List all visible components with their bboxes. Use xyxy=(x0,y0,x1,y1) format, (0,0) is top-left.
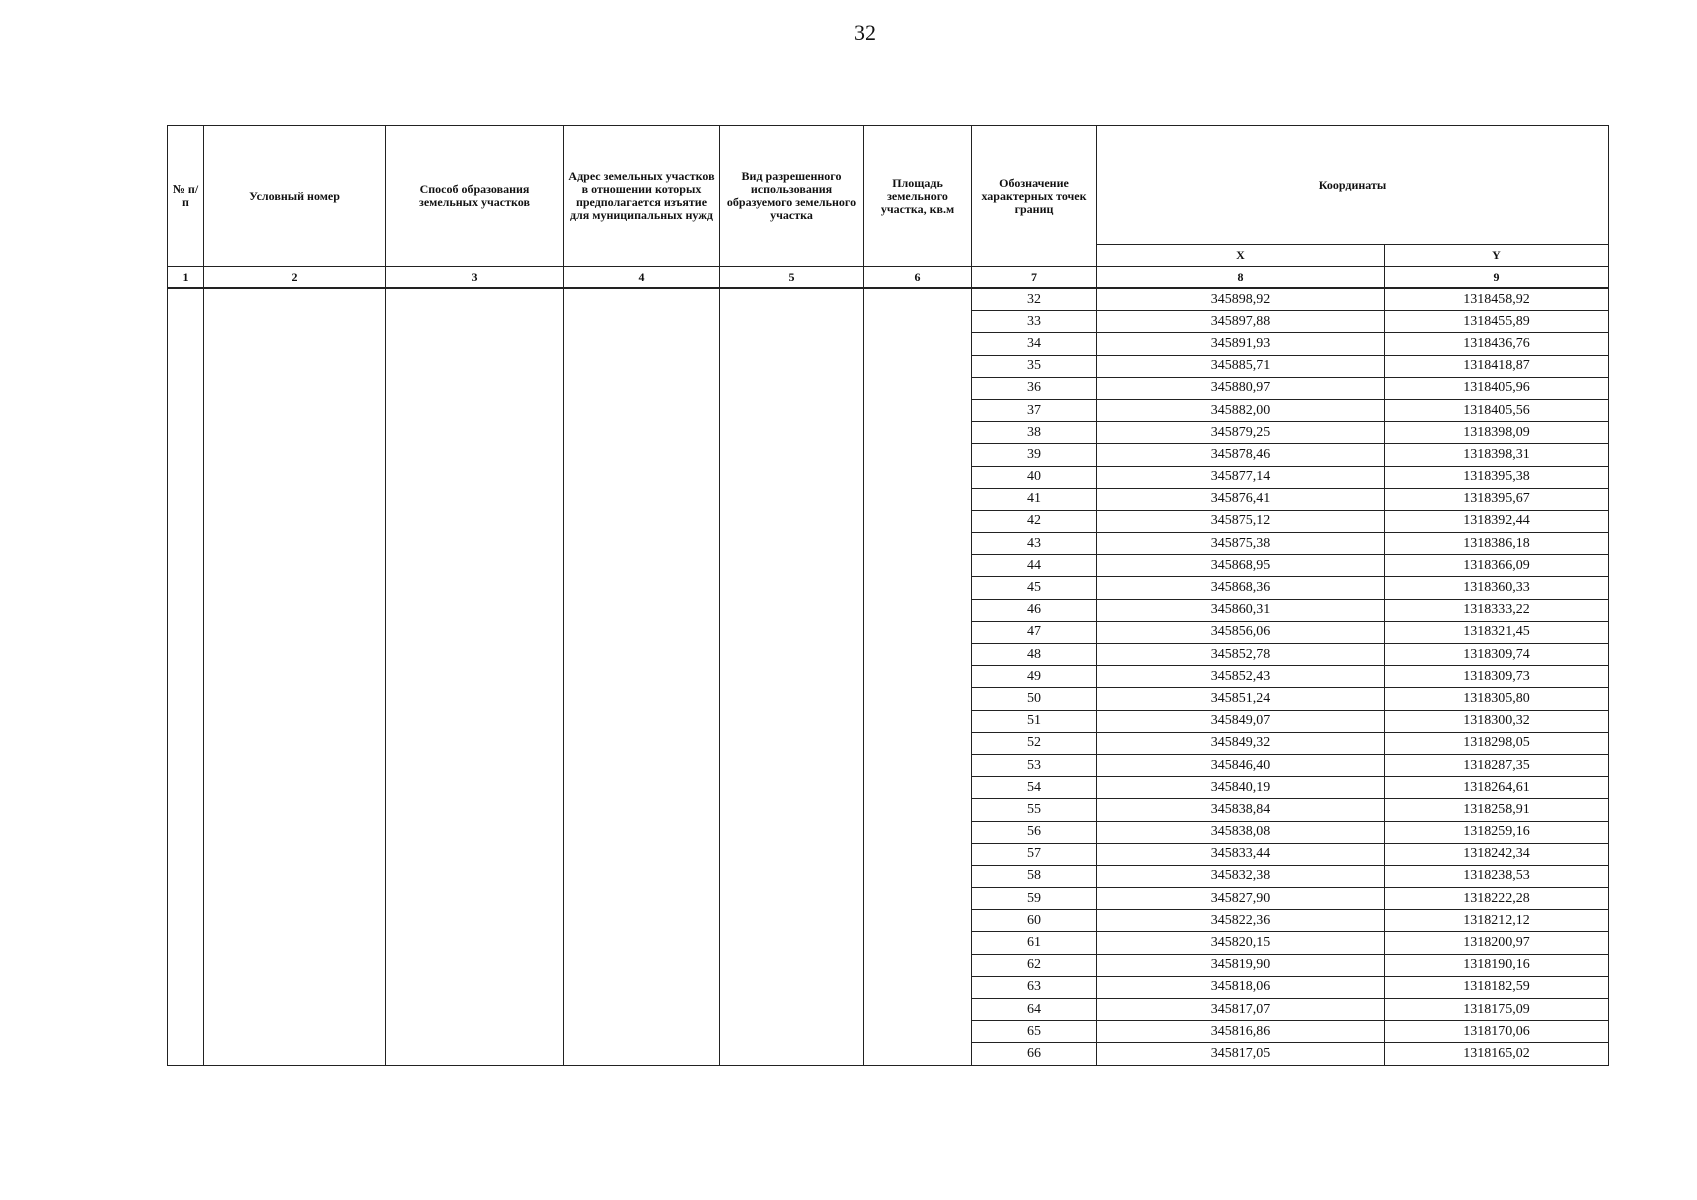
point-cell: 42 xyxy=(972,510,1097,532)
x-coordinate-cell: 345833,44 xyxy=(1097,843,1385,865)
x-coordinate-cell: 345878,46 xyxy=(1097,444,1385,466)
page-number: 32 xyxy=(854,20,876,45)
point-cell: 48 xyxy=(972,644,1097,666)
point-cell: 59 xyxy=(972,888,1097,910)
header-y: Y xyxy=(1385,245,1609,267)
x-coordinate-cell: 345876,41 xyxy=(1097,488,1385,510)
x-coordinate-cell: 345851,24 xyxy=(1097,688,1385,710)
x-coordinate-cell: 345856,06 xyxy=(1097,621,1385,643)
point-cell: 47 xyxy=(972,621,1097,643)
column-number: 1 xyxy=(168,267,204,289)
table-body xyxy=(168,288,1609,1065)
x-coordinate-cell: 345868,95 xyxy=(1097,555,1385,577)
y-coordinate-cell: 1318405,56 xyxy=(1385,399,1609,421)
x-coordinate-cell: 345816,86 xyxy=(1097,1021,1385,1043)
column-numbers-row xyxy=(168,267,1609,289)
blank-formation-method-cell xyxy=(386,288,564,1065)
y-coordinate-cell: 1318175,09 xyxy=(1385,999,1609,1021)
x-coordinate-cell: 345838,84 xyxy=(1097,799,1385,821)
point-cell: 52 xyxy=(972,732,1097,754)
point-cell: 50 xyxy=(972,688,1097,710)
y-coordinate-cell: 1318170,06 xyxy=(1385,1021,1609,1043)
x-coordinate-cell: 345827,90 xyxy=(1097,888,1385,910)
blank-address-cell xyxy=(564,288,720,1065)
column-number: 9 xyxy=(1385,267,1609,289)
coordinates-table xyxy=(167,125,1609,1066)
column-number: 2 xyxy=(204,267,386,289)
x-coordinate-cell: 345860,31 xyxy=(1097,599,1385,621)
header-no: № п/п xyxy=(168,126,204,267)
y-coordinate-cell: 1318258,91 xyxy=(1385,799,1609,821)
blank-no-cell xyxy=(168,288,204,1065)
x-coordinate-cell: 345817,05 xyxy=(1097,1043,1385,1065)
blank-area-cell xyxy=(864,288,972,1065)
x-coordinate-cell: 345897,88 xyxy=(1097,311,1385,333)
x-coordinate-cell: 345880,97 xyxy=(1097,377,1385,399)
point-cell: 34 xyxy=(972,333,1097,355)
point-cell: 57 xyxy=(972,843,1097,865)
x-coordinate-cell: 345882,00 xyxy=(1097,399,1385,421)
point-cell: 46 xyxy=(972,599,1097,621)
x-coordinate-cell: 345852,43 xyxy=(1097,666,1385,688)
point-cell: 32 xyxy=(972,288,1097,311)
column-number: 5 xyxy=(720,267,864,289)
header-area: Площадь земельного участка, кв.м xyxy=(864,126,972,267)
header-address: Адрес земельных участков в отношении которых предполагается изъятие для муниципальных нужд xyxy=(564,126,720,267)
x-coordinate-cell: 345822,36 xyxy=(1097,910,1385,932)
x-coordinate-cell: 345877,14 xyxy=(1097,466,1385,488)
x-coordinate-cell: 345891,93 xyxy=(1097,333,1385,355)
header-point-designation: Обозначение характерных точек границ xyxy=(972,126,1097,267)
point-cell: 66 xyxy=(972,1043,1097,1065)
y-coordinate-cell: 1318436,76 xyxy=(1385,333,1609,355)
x-coordinate-cell: 345852,78 xyxy=(1097,644,1385,666)
point-cell: 65 xyxy=(972,1021,1097,1043)
x-coordinate-cell: 345820,15 xyxy=(1097,932,1385,954)
y-coordinate-cell: 1318300,32 xyxy=(1385,710,1609,732)
y-coordinate-cell: 1318264,61 xyxy=(1385,777,1609,799)
point-cell: 35 xyxy=(972,355,1097,377)
y-coordinate-cell: 1318259,16 xyxy=(1385,821,1609,843)
x-coordinate-cell: 345849,32 xyxy=(1097,732,1385,754)
x-coordinate-cell: 345879,25 xyxy=(1097,422,1385,444)
point-cell: 53 xyxy=(972,754,1097,776)
y-coordinate-cell: 1318309,74 xyxy=(1385,644,1609,666)
y-coordinate-cell: 1318366,09 xyxy=(1385,555,1609,577)
x-coordinate-cell: 345840,19 xyxy=(1097,777,1385,799)
point-cell: 45 xyxy=(972,577,1097,599)
header-x: X xyxy=(1097,245,1385,267)
x-coordinate-cell: 345898,92 xyxy=(1097,288,1385,311)
point-cell: 49 xyxy=(972,666,1097,688)
column-number: 6 xyxy=(864,267,972,289)
header-coordinates: Координаты xyxy=(1097,126,1609,245)
y-coordinate-cell: 1318190,16 xyxy=(1385,954,1609,976)
y-coordinate-cell: 1318305,80 xyxy=(1385,688,1609,710)
x-coordinate-cell: 345875,12 xyxy=(1097,510,1385,532)
point-cell: 33 xyxy=(972,311,1097,333)
point-cell: 41 xyxy=(972,488,1097,510)
x-coordinate-cell: 345832,38 xyxy=(1097,865,1385,887)
column-number: 7 xyxy=(972,267,1097,289)
point-cell: 55 xyxy=(972,799,1097,821)
point-cell: 38 xyxy=(972,422,1097,444)
y-coordinate-cell: 1318455,89 xyxy=(1385,311,1609,333)
point-cell: 37 xyxy=(972,399,1097,421)
point-cell: 40 xyxy=(972,466,1097,488)
y-coordinate-cell: 1318298,05 xyxy=(1385,732,1609,754)
y-coordinate-cell: 1318309,73 xyxy=(1385,666,1609,688)
point-cell: 51 xyxy=(972,710,1097,732)
point-cell: 62 xyxy=(972,954,1097,976)
point-cell: 56 xyxy=(972,821,1097,843)
point-cell: 54 xyxy=(972,777,1097,799)
y-coordinate-cell: 1318238,53 xyxy=(1385,865,1609,887)
x-coordinate-cell: 345875,38 xyxy=(1097,533,1385,555)
y-coordinate-cell: 1318242,34 xyxy=(1385,843,1609,865)
y-coordinate-cell: 1318398,31 xyxy=(1385,444,1609,466)
column-number: 4 xyxy=(564,267,720,289)
y-coordinate-cell: 1318321,45 xyxy=(1385,621,1609,643)
y-coordinate-cell: 1318222,28 xyxy=(1385,888,1609,910)
y-coordinate-cell: 1318418,87 xyxy=(1385,355,1609,377)
x-coordinate-cell: 345818,06 xyxy=(1097,976,1385,998)
point-cell: 43 xyxy=(972,533,1097,555)
x-coordinate-cell: 345885,71 xyxy=(1097,355,1385,377)
header-formation-method: Способ образования земельных участков xyxy=(386,126,564,267)
y-coordinate-cell: 1318405,96 xyxy=(1385,377,1609,399)
header-permitted-use: Вид разрешенного использования образуемого земельного участка xyxy=(720,126,864,267)
point-cell: 58 xyxy=(972,865,1097,887)
y-coordinate-cell: 1318398,09 xyxy=(1385,422,1609,444)
y-coordinate-cell: 1318333,22 xyxy=(1385,599,1609,621)
x-coordinate-cell: 345868,36 xyxy=(1097,577,1385,599)
point-cell: 39 xyxy=(972,444,1097,466)
y-coordinate-cell: 1318395,38 xyxy=(1385,466,1609,488)
table-row xyxy=(168,288,1609,311)
y-coordinate-cell: 1318395,67 xyxy=(1385,488,1609,510)
point-cell: 64 xyxy=(972,999,1097,1021)
y-coordinate-cell: 1318386,18 xyxy=(1385,533,1609,555)
blank-permitted-use-cell xyxy=(720,288,864,1065)
blank-conditional-number-cell xyxy=(204,288,386,1065)
x-coordinate-cell: 345846,40 xyxy=(1097,754,1385,776)
point-cell: 63 xyxy=(972,976,1097,998)
point-cell: 44 xyxy=(972,555,1097,577)
column-number: 8 xyxy=(1097,267,1385,289)
y-coordinate-cell: 1318182,59 xyxy=(1385,976,1609,998)
point-cell: 61 xyxy=(972,932,1097,954)
x-coordinate-cell: 345838,08 xyxy=(1097,821,1385,843)
y-coordinate-cell: 1318392,44 xyxy=(1385,510,1609,532)
x-coordinate-cell: 345817,07 xyxy=(1097,999,1385,1021)
point-cell: 60 xyxy=(972,910,1097,932)
column-number: 3 xyxy=(386,267,564,289)
y-coordinate-cell: 1318212,12 xyxy=(1385,910,1609,932)
y-coordinate-cell: 1318458,92 xyxy=(1385,288,1609,311)
x-coordinate-cell: 345849,07 xyxy=(1097,710,1385,732)
point-cell: 36 xyxy=(972,377,1097,399)
y-coordinate-cell: 1318165,02 xyxy=(1385,1043,1609,1065)
y-coordinate-cell: 1318200,97 xyxy=(1385,932,1609,954)
header-conditional-number: Условный номер xyxy=(204,126,386,267)
x-coordinate-cell: 345819,90 xyxy=(1097,954,1385,976)
y-coordinate-cell: 1318360,33 xyxy=(1385,577,1609,599)
y-coordinate-cell: 1318287,35 xyxy=(1385,754,1609,776)
